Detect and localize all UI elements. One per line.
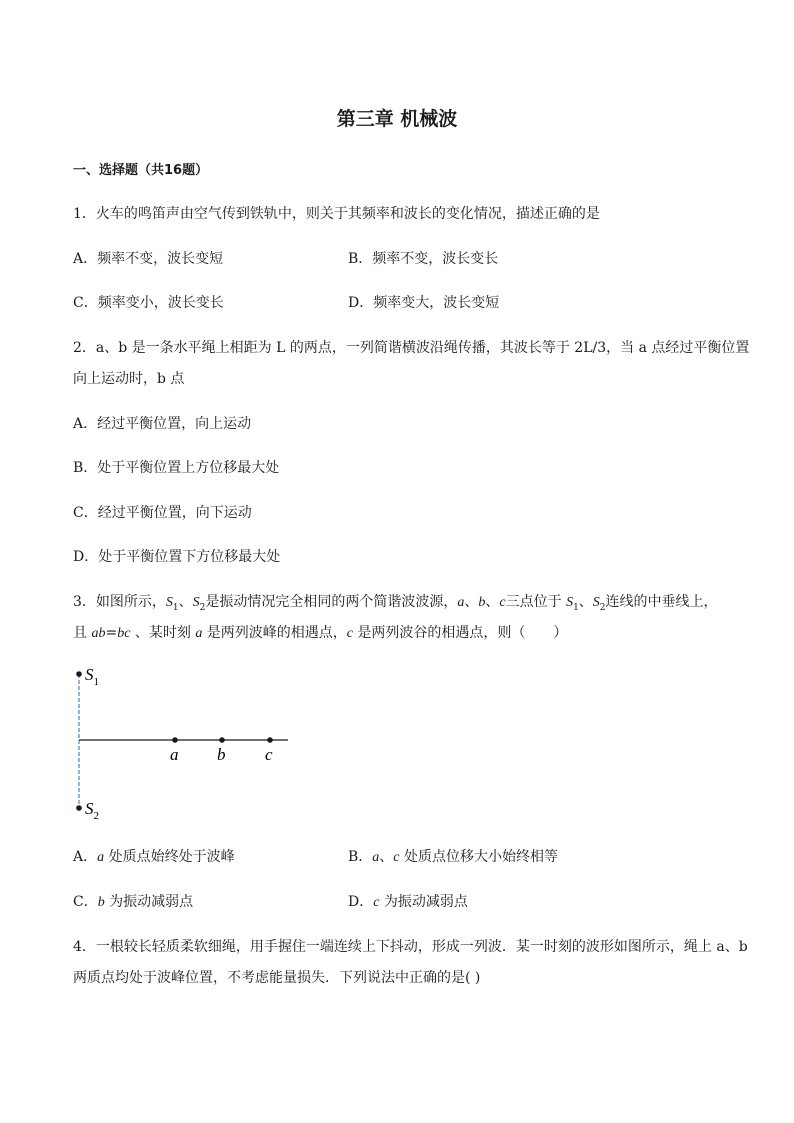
q3-stem-line1: 3．如图所示，$S_1$、$S_2$是振动情况完全相同的两个简谐波波源，a、b、c三点位于 $S_1$、$S_2$连线的中垂线上， [73,594,718,613]
label-a: a [170,745,179,764]
label-b: b [217,745,226,764]
q1-option-c: C．频率变小，波长变长 [73,295,224,311]
page-title: 第三章 机械波 [336,108,458,130]
q1-option-d: D．频率变大，波长变短 [348,295,500,311]
q1-option-a: A．频率不变，波长变短 [73,251,224,267]
q3-figure [60,660,310,830]
q1-stem: 1．火车的鸣笛声由空气传到铁轨中，则关于其频率和波长的变化情况，描述正确的是 [73,206,600,222]
q4-stem-line2: 两质点均处于波峰位置，不考虑能量损失．下列说法中正确的是( ) [73,970,481,986]
q2-option-c: C．经过平衡位置，向下运动 [73,505,252,521]
q2-option-b: B．处于平衡位置上方位移最大处 [73,460,280,476]
point-a [172,737,178,743]
label-c: c [265,745,273,764]
point-c [267,737,273,743]
q4-stem-line1: 4．一根较长轻质柔软细绳，用手握住一端连续上下抖动，形成一列波．某一时刻的波形如图所示，绳上 a、b [73,939,748,955]
label-s1: $S_1$ [85,665,99,688]
label-s2: $S_2$ [85,799,99,822]
q2-stem-line1: 2．a、b 是一条水平绳上相距为 L 的两点，一列简谐横波沿绳传播，其波长等于 2L/3，当 a 点经过平衡位置 [73,340,750,356]
point-s1 [76,671,82,677]
q2-option-a: A．经过平衡位置，向上运动 [73,416,252,432]
q3-option-a: A．a 处质点始终处于波峰 [73,849,235,865]
q3-stem-line2: 且 ab=bc 、某时刻 a 是两列波峰的相遇点，c 是两列波谷的相遇点，则（ ） [73,625,568,641]
point-s2 [76,805,82,811]
q2-option-d: D．处于平衡位置下方位移最大处 [73,549,281,565]
point-b [219,737,225,743]
q1-option-b: B．频率不变，波长变长 [348,251,499,267]
q3-option-c: C．b 为振动减弱点 [73,894,194,910]
q3-option-d: D．c 为振动减弱点 [348,894,468,910]
q2-stem-line2: 向上运动时，b 点 [73,371,185,387]
section-heading: 一、选择题（共16题） [73,163,209,178]
q3-option-b: B．a、c 处质点位移大小始终相等 [348,849,558,865]
